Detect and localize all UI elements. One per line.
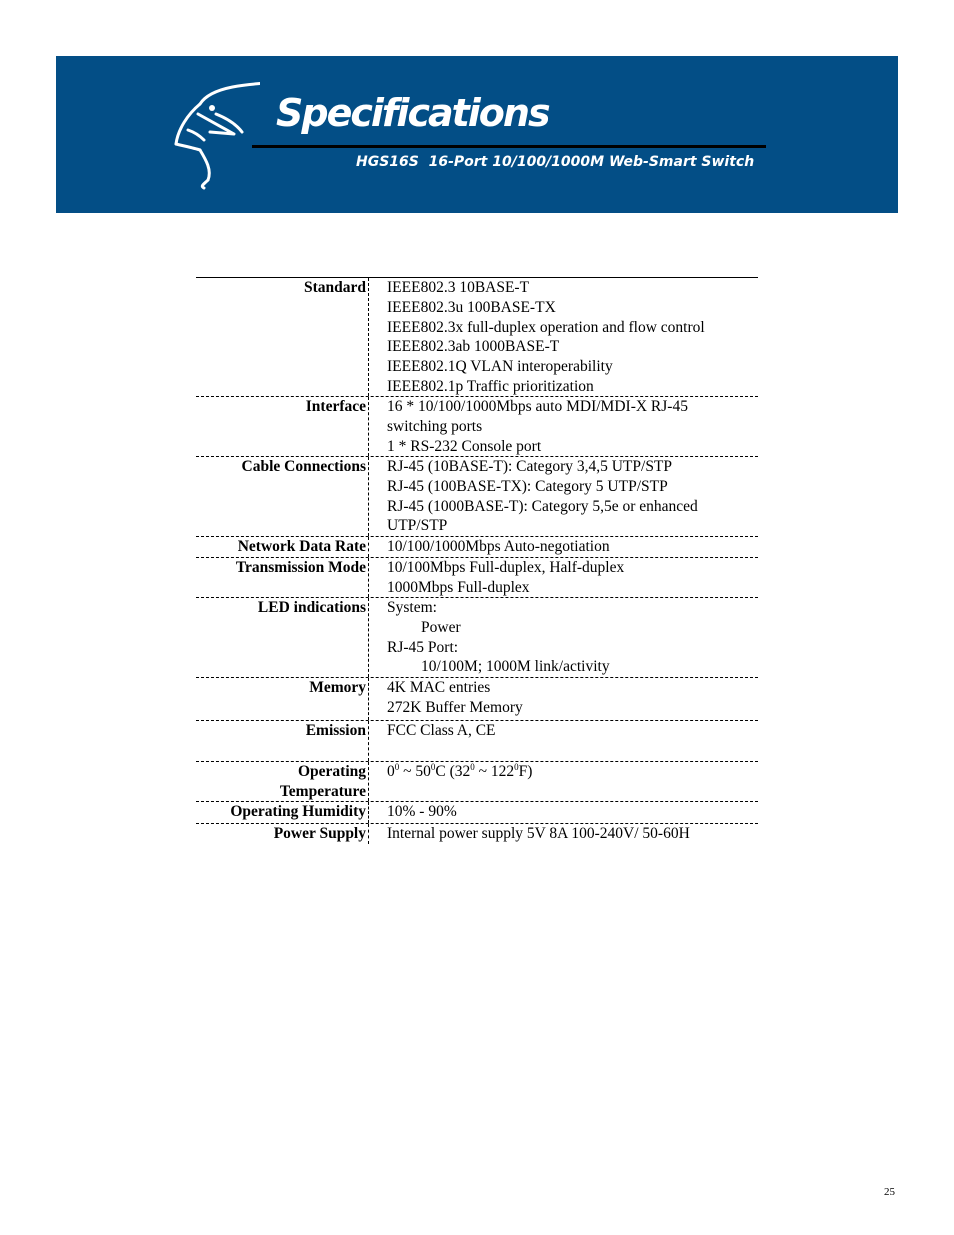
spec-label: LED indications — [196, 598, 369, 677]
spec-label: Power Supply — [196, 824, 369, 844]
spec-value: 10/100/1000Mbps Auto-negotiation — [387, 538, 610, 555]
spec-label: Cable Connections — [196, 457, 369, 536]
spec-label: Standard — [196, 278, 369, 396]
spec-value: System: Power RJ-45 Port: 10/100M; 1000M link/activity — [387, 599, 610, 676]
spec-label: Memory — [196, 678, 369, 720]
spec-label: Operating Humidity — [196, 802, 369, 823]
spec-value: 16 * 10/100/1000Mbps auto MDI/MDI-X RJ-45 switching ports 1 * RS-232 Console port — [387, 398, 688, 455]
banner-subtitle: HGS16S 16-Port 10/100/1000M Web-Smart Switch — [356, 154, 755, 170]
eagle-logo-icon — [170, 74, 260, 190]
spec-label: Transmission Mode — [196, 558, 369, 597]
spec-value: Internal power supply 5V 8A 100-240V/ 50-60H — [387, 825, 690, 842]
spec-label: Network Data Rate — [196, 537, 369, 557]
spec-value: 10/100Mbps Full-duplex, Half-duplex 1000Mbps Full-duplex — [387, 559, 625, 596]
banner-title: Specifications — [276, 91, 549, 135]
spec-row — [196, 397, 758, 457]
spec-value: FCC Class A, CE — [387, 722, 496, 739]
spec-value: 10% - 90% — [387, 803, 457, 820]
spec-row — [196, 802, 758, 824]
spec-label: Operating Temperature — [196, 762, 369, 801]
spec-table — [196, 277, 758, 844]
page-number: 25 — [884, 1186, 895, 1198]
spec-row — [196, 537, 758, 558]
spec-value: $0^0$ ~ $50^0C$ ($32^0$ ~ $122^0F$) — [387, 761, 533, 780]
spec-value: RJ-45 (10BASE-T): Category 3,4,5 UTP/STP RJ-45 (100BASE-TX): Category 5 UTP/STP RJ-45 (1000BASE-T): Category 5,5e or enhanced UTP/STP — [387, 458, 698, 535]
spec-label: Emission — [196, 721, 369, 761]
banner-divider — [252, 145, 766, 148]
spec-row — [196, 457, 758, 537]
spec-value: 4K MAC entries 272K Buffer Memory — [387, 679, 523, 716]
spec-row — [196, 721, 758, 762]
spec-row — [196, 558, 758, 598]
spec-row — [196, 598, 758, 678]
spec-row — [196, 278, 758, 397]
header-banner — [56, 56, 898, 213]
spec-row — [196, 824, 758, 844]
spec-value: IEEE802.3 10BASE-T IEEE802.3u 100BASE-TX IEEE802.3x full-duplex operation and flow control IEEE802.3ab 1000BASE-T IEEE802.1Q VLAN interoperability IEEE802.1p Traffic prioritization — [387, 279, 705, 395]
spec-row — [196, 762, 758, 802]
spec-label: Interface — [196, 397, 369, 456]
spec-row — [196, 678, 758, 721]
